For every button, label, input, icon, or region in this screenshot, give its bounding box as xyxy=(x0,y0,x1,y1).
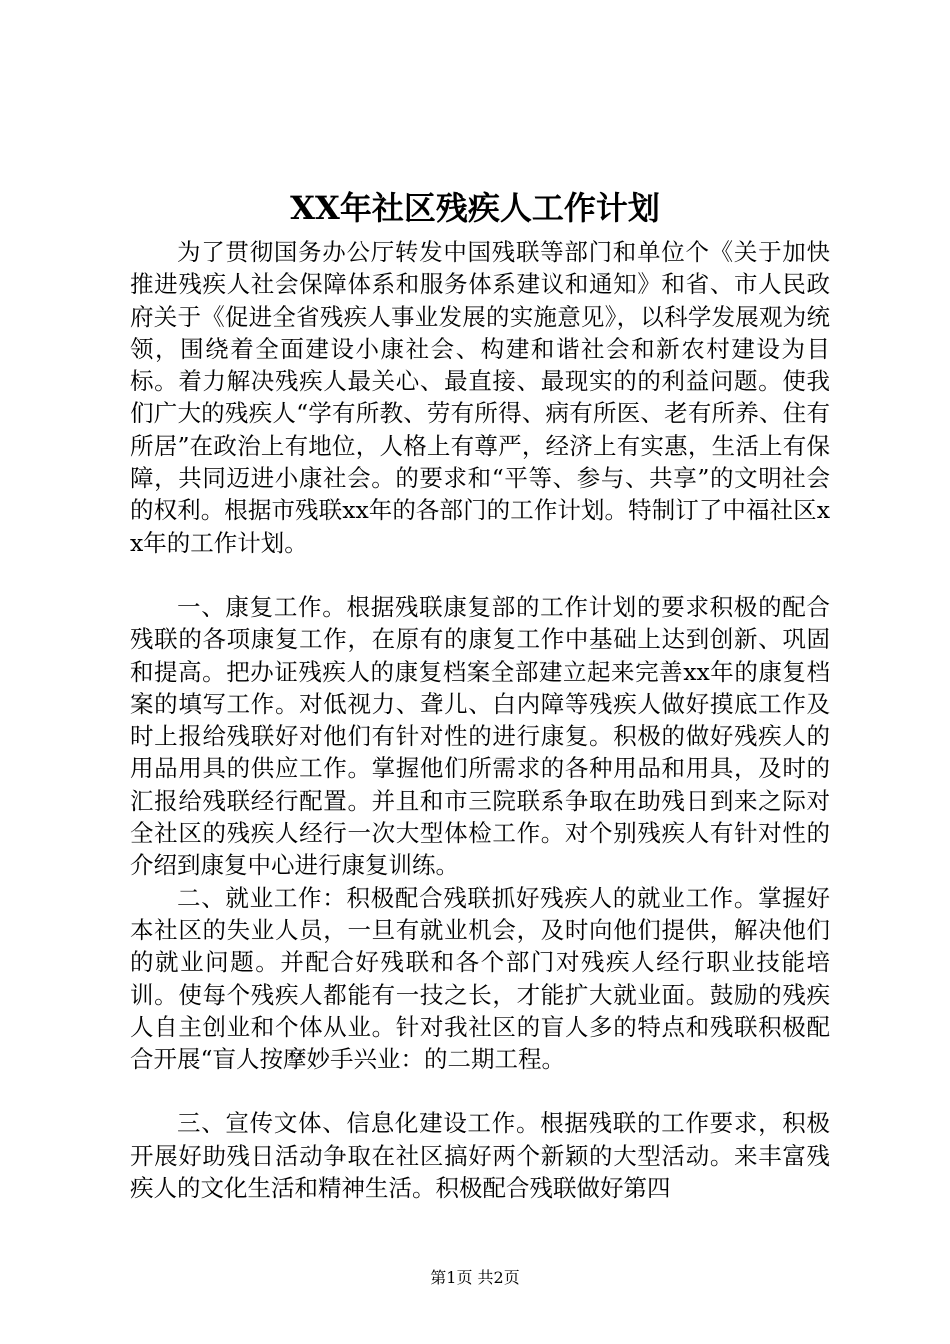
paragraph-rehabilitation: 一、康复工作。根据残联康复部的工作计划的要求积极的配合残联的各项康复工作，在原有的康复工作中基础上达到创新、巩固和提高。把办证残疾人的康复档案全部建立起来完善xx年的康复档案的填写工作。对低视力、聋儿、白内障等残疾人做好摸底工作及时上报给残联好对他们有针对性的进行康复。积极的做好残疾人的用品用具的供应工作。掌握他们所需求的各种用品和用具，及时的汇报给残联经行配置。并且和市三院联系争取在助残日到来之际对全社区的残疾人经行一次大型体检工作。对个别残疾人有针对性的介绍到康复中心进行康复训练。 xyxy=(130,592,830,880)
paragraph-employment: 二、就业工作：积极配合残联抓好残疾人的就业工作。掌握好本社区的失业人员，一旦有就业机会，及时向他们提供，解决他们的就业问题。并配合好残联和各个部门对残疾人经行职业技能培训。使每个残疾人都能有一技之长，才能扩大就业面。鼓励的残疾人自主创业和个体从业。针对我社区的盲人多的特点和残联积极配合开展“盲人按摩妙手兴业：的二期工程。 xyxy=(130,883,830,1074)
document-title: XX年社区残疾人工作计划 xyxy=(290,189,660,227)
page-footer: 第1页 共2页 xyxy=(430,1268,520,1287)
paragraph-intro: 为了贯彻国务办公厅转发中国残联等部门和单位个《关于加快推进残疾人社会保障体系和服务体系建议和通知》和省、市人民政府关于《促进全省残疾人事业发展的实施意见》，以科学发展观为统领，围绕着全面建设小康社会、构建和谐社会和新农村建设为目标。着力解决残疾人最关心、最直接、最现实的的利益问题。使我们广大的残疾人“学有所教、劳有所得、病有所医、老有所养、住有所居”在政治上有地位，人格上有尊严，经济上有实惠，生活上有保障，共同迈进小康社会。的要求和“平等、参与、共享”的文明社会的权利。根据市残联xx年的各部门的工作计划。特制订了中福社区xx年的工作计划。 xyxy=(130,238,830,557)
paragraph-gap xyxy=(130,1075,830,1107)
paragraph-gap xyxy=(130,559,830,591)
document-body xyxy=(130,236,830,1204)
paragraph-publicity: 三、宣传文体、信息化建设工作。根据残联的工作要求，积极开展好助残日活动争取在社区搞好两个新颖的大型活动。来丰富残疾人的文化生活和精神生活。积极配合残联做好第四 xyxy=(130,1109,830,1203)
